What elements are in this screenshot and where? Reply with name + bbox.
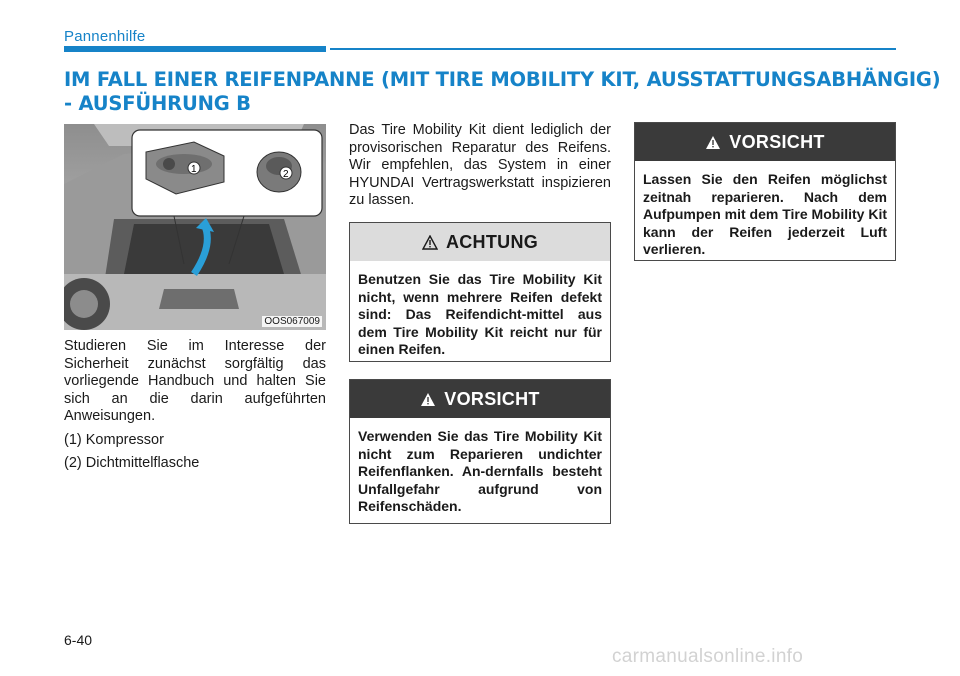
car-trunk-drawing — [64, 124, 326, 330]
warning-filled-icon — [705, 135, 721, 150]
warning-filled-icon — [420, 392, 436, 407]
column2-text — [349, 122, 611, 210]
achtung-header — [350, 223, 610, 261]
warning-outline-icon — [422, 235, 438, 250]
page-title — [64, 68, 941, 116]
vorsicht-header-1 — [350, 380, 610, 418]
vorsicht-body-1: Verwenden Sie das Tire Mobility Kit nicht zum Reparieren undichter Reifenflanken. An-dernfalls besteht Unfallgefahr aufgrund von Reifenschäden. — [358, 428, 602, 514]
column1-text — [64, 338, 326, 479]
vorsicht-header-2 — [635, 123, 895, 161]
page-number: 6-40 — [64, 632, 93, 648]
page-title-line1: IM FALL EINER REIFENPANNE (MIT TIRE MOBILITY KIT, AUSSTATTUNGSABHÄNGIG) — [64, 68, 941, 91]
page-title-line2: - AUSFÜHRUNG B — [64, 92, 251, 115]
legend-item-sealant-bottle: (2) Dichtmittelflasche — [64, 455, 200, 471]
vorsicht-title-2: VORSICHT — [729, 131, 825, 152]
column1-intro: Studieren Sie im Interesse der Sicherheit zunächst sorgfältig das vorliegende Handbuch und halten Sie sich an die darin aufgeführten Anweisungen. — [64, 338, 326, 424]
watermark: carmanualsonline.info — [612, 646, 804, 667]
figure-code: OOS067009 — [264, 316, 320, 327]
callout-1: 1 — [191, 164, 197, 175]
vorsicht-notice-2 — [634, 122, 896, 261]
tire-mobility-kit-illustration — [64, 124, 326, 330]
achtung-title: ACHTUNG — [445, 231, 539, 252]
vorsicht-notice-1 — [349, 379, 611, 524]
achtung-body: Benutzen Sie das Tire Mobility Kit nicht, wenn mehrere Reifen defekt sind: Das Reifendicht-mittel aus dem Tire Mobility Kit reicht nur für einen Reifen. — [358, 271, 602, 357]
section-label: Pannenhilfe — [64, 28, 146, 45]
achtung-notice — [349, 222, 611, 362]
column2-intro: Das Tire Mobility Kit dient lediglich der provisorischen Reparatur des Reifens. Wir empfehlen, das System in einer HYUNDAI Vertragswerkstatt inspizieren zu lassen. — [349, 122, 611, 208]
vorsicht-body-2: Lassen Sie den Reifen möglichst zeitnah reparieren. Nach dem Aufpumpen mit dem Tire Mobility Kit kann der Reifen jederzeit Luft verlieren. — [643, 171, 887, 257]
vorsicht-title-1: VORSICHT — [444, 388, 540, 409]
header-rule-thick — [64, 46, 326, 52]
header-rule-thin — [330, 48, 896, 50]
callout-2: 2 — [283, 169, 289, 180]
legend-item-compressor: (1) Kompressor — [64, 431, 164, 448]
